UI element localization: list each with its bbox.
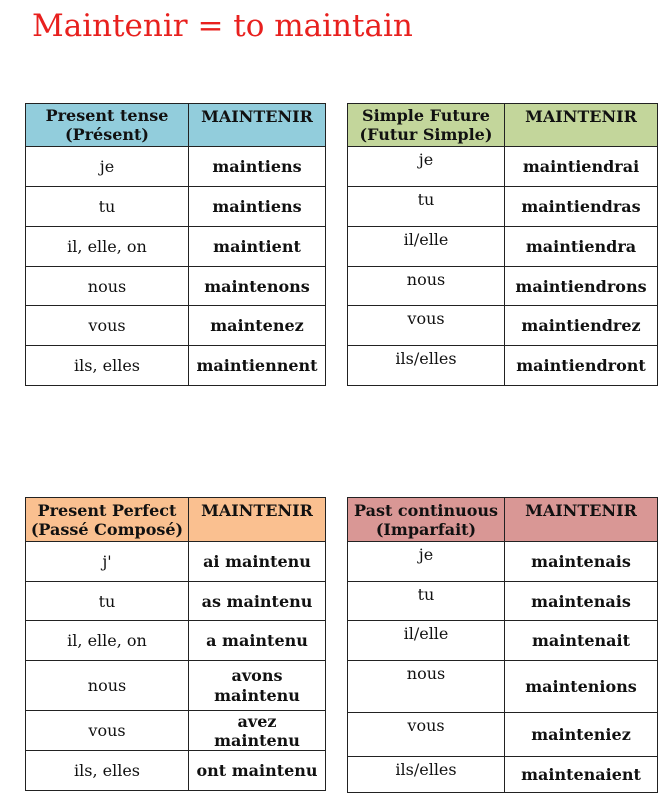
pronoun-cell: tu xyxy=(348,187,505,227)
tense-name: Simple Future xyxy=(362,106,490,125)
conjugation-cell: maintiendrez xyxy=(505,306,658,346)
conjugation-cell: maintenons xyxy=(189,267,326,306)
conjugation-cell: maintenait xyxy=(505,621,658,661)
pronoun-cell: nous xyxy=(348,267,505,306)
pronoun-cell: ils/elles xyxy=(348,757,505,793)
conjugation-cell: maintenaient xyxy=(505,757,658,793)
conjugation-cell: maintiendra xyxy=(505,227,658,267)
pronoun-cell: ils/elles xyxy=(348,346,505,386)
conjugation-cell: maintenions xyxy=(505,661,658,713)
conjugation-cell: ai maintenu xyxy=(189,542,326,582)
tense-name: Past continuous xyxy=(353,500,499,520)
tense-name: Present tense xyxy=(45,106,169,125)
conjugation-cell: maintiendrons xyxy=(505,267,658,306)
pronoun-cell: nous xyxy=(26,661,189,711)
pronoun-cell: il/elle xyxy=(348,227,505,267)
conjugation-cell: a maintenu xyxy=(189,621,326,661)
pronoun-cell: nous xyxy=(26,267,189,306)
pronoun-cell: je xyxy=(348,147,505,187)
verb-header: MAINTENIR xyxy=(189,498,326,542)
conjugation-cell: maintenais xyxy=(505,582,658,621)
conjugation-cell: maintenez xyxy=(189,306,326,346)
conjugation-cell: avons maintenu xyxy=(189,661,326,711)
pronoun-cell: il, elle, on xyxy=(26,621,189,661)
tense-french-name: (Passé Composé) xyxy=(30,519,184,539)
pronoun-cell: tu xyxy=(26,582,189,621)
conjugation-cell: as maintenu xyxy=(189,582,326,621)
pronoun-cell: il/elle xyxy=(348,621,505,661)
conjugation-cell: maintiendrai xyxy=(505,147,658,187)
verb-header: MAINTENIR xyxy=(505,498,658,542)
conjugation-cell: maintiendront xyxy=(505,346,658,386)
pronoun-cell: tu xyxy=(348,582,505,621)
pronoun-cell: ils, elles xyxy=(26,751,189,791)
page-title: Maintenir = to maintain xyxy=(32,8,413,44)
pronoun-cell: vous xyxy=(26,711,189,751)
present-perfect-table xyxy=(25,497,326,791)
conjugation-cell: maintiennent xyxy=(189,346,326,386)
tense-header xyxy=(348,498,505,542)
tense-french-name: (Présent) xyxy=(65,125,149,144)
tense-french-name: (Futur Simple) xyxy=(359,125,493,144)
tense-header xyxy=(26,104,189,147)
conjugation-cell: maintiens xyxy=(189,147,326,187)
conjugation-cell: maintiens xyxy=(189,187,326,227)
pronoun-cell: vous xyxy=(348,306,505,346)
conjugation-cell: maintient xyxy=(189,227,326,267)
past-continuous-table xyxy=(347,497,658,793)
conjugation-cell: avez maintenu xyxy=(189,711,326,751)
tense-header xyxy=(26,498,189,542)
pronoun-cell: ils, elles xyxy=(26,346,189,386)
present-tense-table xyxy=(25,103,326,386)
conjugation-cell: ont maintenu xyxy=(189,751,326,791)
conjugation-cell: mainteniez xyxy=(505,713,658,757)
tense-name: Present Perfect xyxy=(37,500,177,520)
pronoun-cell: tu xyxy=(26,187,189,227)
verb-header: MAINTENIR xyxy=(189,104,326,147)
pronoun-cell: nous xyxy=(348,661,505,713)
simple-future-table xyxy=(347,103,658,386)
conjugation-cell: maintenais xyxy=(505,542,658,582)
tense-french-name: (Imparfait) xyxy=(375,519,477,539)
pronoun-cell: vous xyxy=(348,713,505,757)
verb-header: MAINTENIR xyxy=(505,104,658,147)
conjugation-cell: maintiendras xyxy=(505,187,658,227)
pronoun-cell: il, elle, on xyxy=(26,227,189,267)
tense-header xyxy=(348,104,505,147)
pronoun-cell: je xyxy=(26,147,189,187)
pronoun-cell: je xyxy=(348,542,505,582)
pronoun-cell: vous xyxy=(26,306,189,346)
pronoun-cell: j' xyxy=(26,542,189,582)
